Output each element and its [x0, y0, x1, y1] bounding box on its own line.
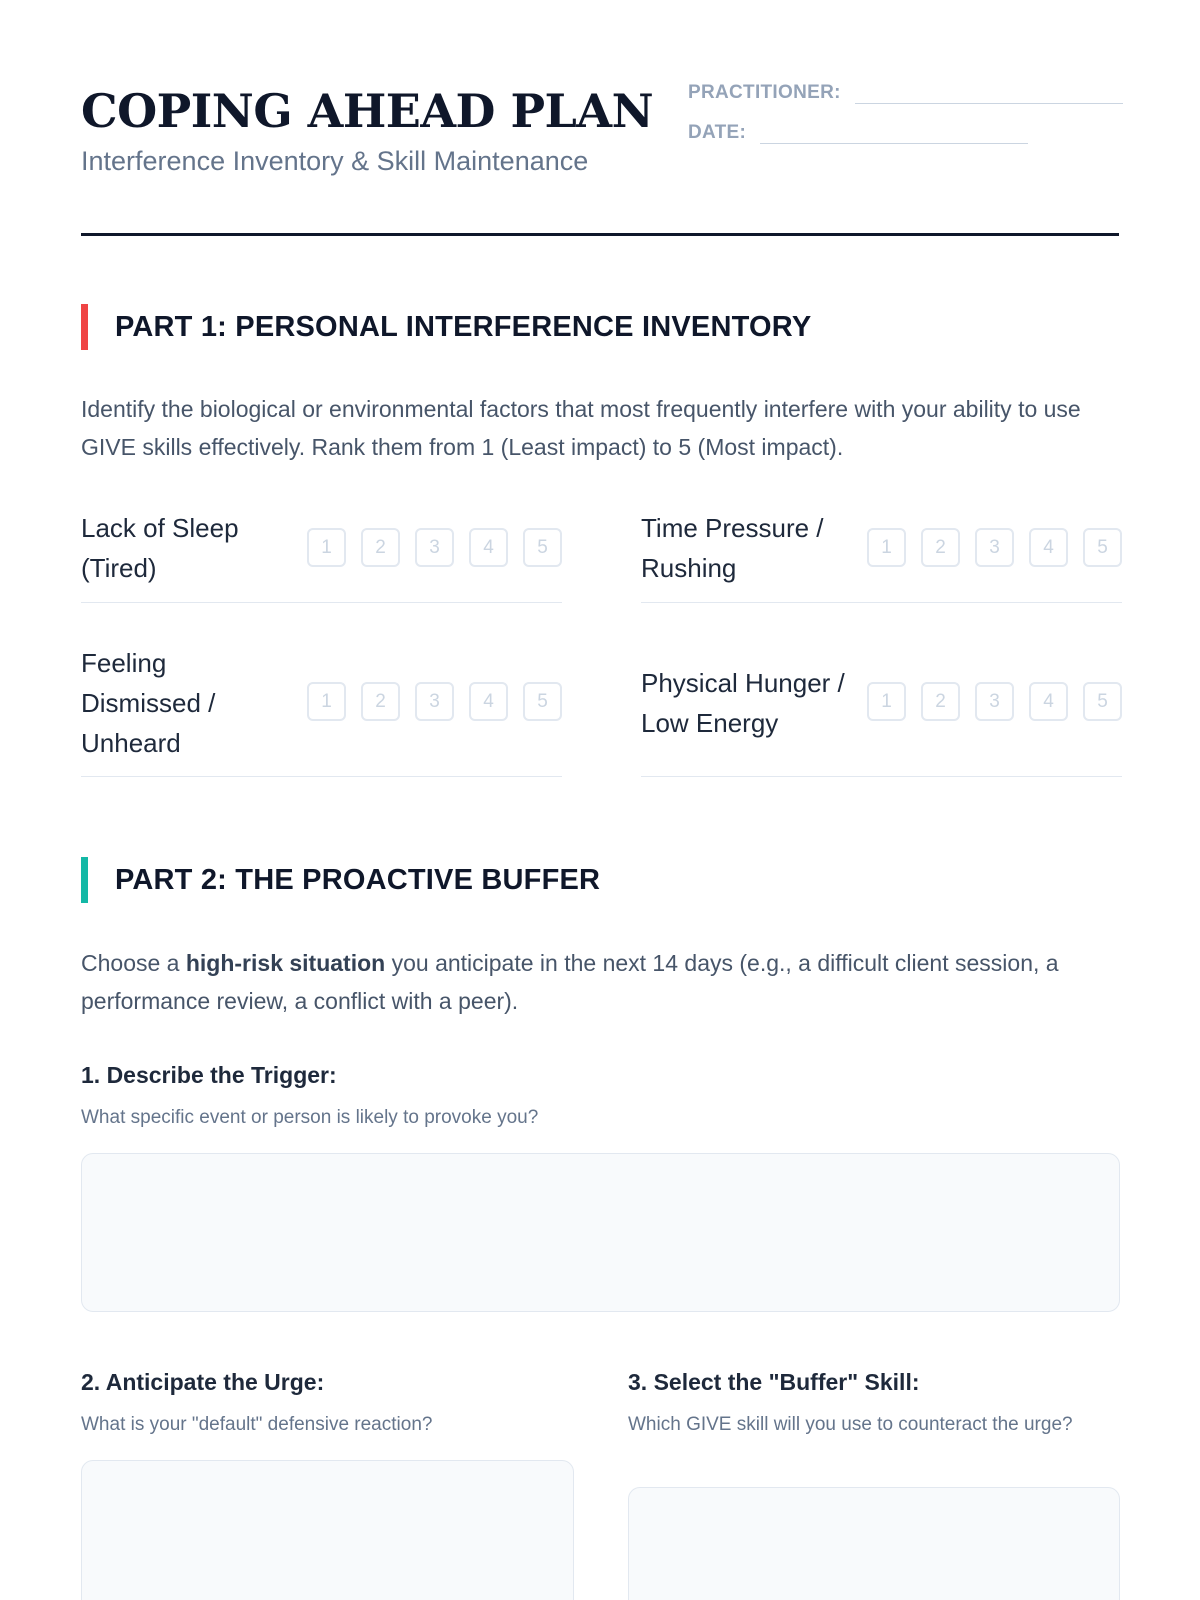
- part2-accent-bar: [81, 857, 88, 903]
- page-title: COPING AHEAD PLAN: [81, 84, 654, 138]
- rating-box-5[interactable]: 5: [1083, 528, 1122, 567]
- rating-scale: [307, 528, 562, 567]
- practitioner-field[interactable]: [855, 82, 1123, 104]
- trigger-label: 1. Describe the Trigger:: [81, 1062, 337, 1088]
- inventory-item-dismissed: [81, 643, 562, 777]
- rating-box-4[interactable]: 4: [469, 682, 508, 721]
- rating-box-1[interactable]: 1: [307, 528, 346, 567]
- label-line: Unheard: [81, 728, 181, 758]
- label-line: Dismissed /: [81, 688, 216, 718]
- part1-accent-bar: [81, 304, 88, 350]
- rating-box-3[interactable]: 3: [975, 528, 1014, 567]
- part1-heading-text: PART 1: PERSONAL INTERFERENCE INVENTORY: [115, 310, 812, 343]
- trigger-hint: What specific event or person is likely to provoke you?: [81, 1107, 539, 1128]
- worksheet-header: [81, 80, 1119, 236]
- part1-instructions: Identify the biological or environmental factors that most frequently interfere with your ability to use GIVE skills effectively. Rank them from 1 (Least impact) to 5 (Most impact).: [81, 396, 1081, 460]
- rating-box-3[interactable]: 3: [415, 528, 454, 567]
- rating-box-2[interactable]: 2: [361, 528, 400, 567]
- urge-hint: What is your "default" defensive reaction?: [81, 1414, 433, 1435]
- buffer-skill-label: 3. Select the "Buffer" Skill:: [628, 1369, 920, 1395]
- rating-box-5[interactable]: 5: [523, 682, 562, 721]
- date-field[interactable]: [760, 122, 1028, 144]
- inventory-item-label: [81, 643, 215, 763]
- part2-heading: [81, 857, 600, 903]
- trigger-input[interactable]: [81, 1153, 1120, 1312]
- label-line: Low Energy: [641, 708, 779, 738]
- inventory-item-hunger: [641, 643, 1122, 777]
- rating-scale: [307, 682, 562, 721]
- rating-box-2[interactable]: 2: [361, 682, 400, 721]
- rating-box-2[interactable]: 2: [921, 528, 960, 567]
- label-line: Feeling: [81, 648, 167, 678]
- inventory-item-sleep: [81, 508, 562, 603]
- practitioner-label: PRACTITIONER:: [688, 82, 841, 103]
- label-line: Rushing: [641, 553, 737, 583]
- label-line: (Tired): [81, 553, 157, 583]
- page-subtitle: Interference Inventory & Skill Maintenance: [81, 146, 589, 176]
- part2-instructions: [81, 944, 1119, 1020]
- rating-scale: [867, 682, 1122, 721]
- label-line: Lack of Sleep: [81, 513, 239, 543]
- instructions-text: Choose a: [81, 950, 186, 976]
- practitioner-row: [688, 82, 1123, 104]
- buffer-skill-hint: Which GIVE skill will you use to counteract the urge?: [628, 1414, 1073, 1435]
- inventory-item-label: [81, 508, 239, 588]
- rating-box-4[interactable]: 4: [1029, 528, 1068, 567]
- rating-scale: [867, 528, 1122, 567]
- inventory-item-label: [641, 508, 824, 588]
- date-row: [688, 122, 1028, 144]
- rating-box-4[interactable]: 4: [1029, 682, 1068, 721]
- label-line: Time Pressure /: [641, 513, 824, 543]
- inventory-item-time-pressure: [641, 508, 1122, 603]
- rating-box-1[interactable]: 1: [867, 528, 906, 567]
- rating-box-4[interactable]: 4: [469, 528, 508, 567]
- urge-label: 2. Anticipate the Urge:: [81, 1369, 325, 1395]
- label-line: Physical Hunger /: [641, 668, 845, 698]
- instructions-emphasis: high-risk situation: [185, 950, 386, 976]
- rating-box-3[interactable]: 3: [415, 682, 454, 721]
- urge-input[interactable]: [81, 1460, 574, 1600]
- rating-box-5[interactable]: 5: [1083, 682, 1122, 721]
- inventory-item-label: [641, 663, 845, 743]
- rating-box-5[interactable]: 5: [523, 528, 562, 567]
- part2-heading-text: PART 2: THE PROACTIVE BUFFER: [115, 863, 601, 896]
- part1-heading: [81, 304, 811, 350]
- rating-box-3[interactable]: 3: [975, 682, 1014, 721]
- date-label: DATE:: [688, 122, 747, 143]
- buffer-skill-input[interactable]: [628, 1487, 1120, 1600]
- rating-box-1[interactable]: 1: [867, 682, 906, 721]
- instructions-text: you anticipate in the next 14 days (e.g., a difficult client session, a performance review, a conflict with a peer).: [81, 950, 1059, 1014]
- rating-box-2[interactable]: 2: [921, 682, 960, 721]
- rating-box-1[interactable]: 1: [307, 682, 346, 721]
